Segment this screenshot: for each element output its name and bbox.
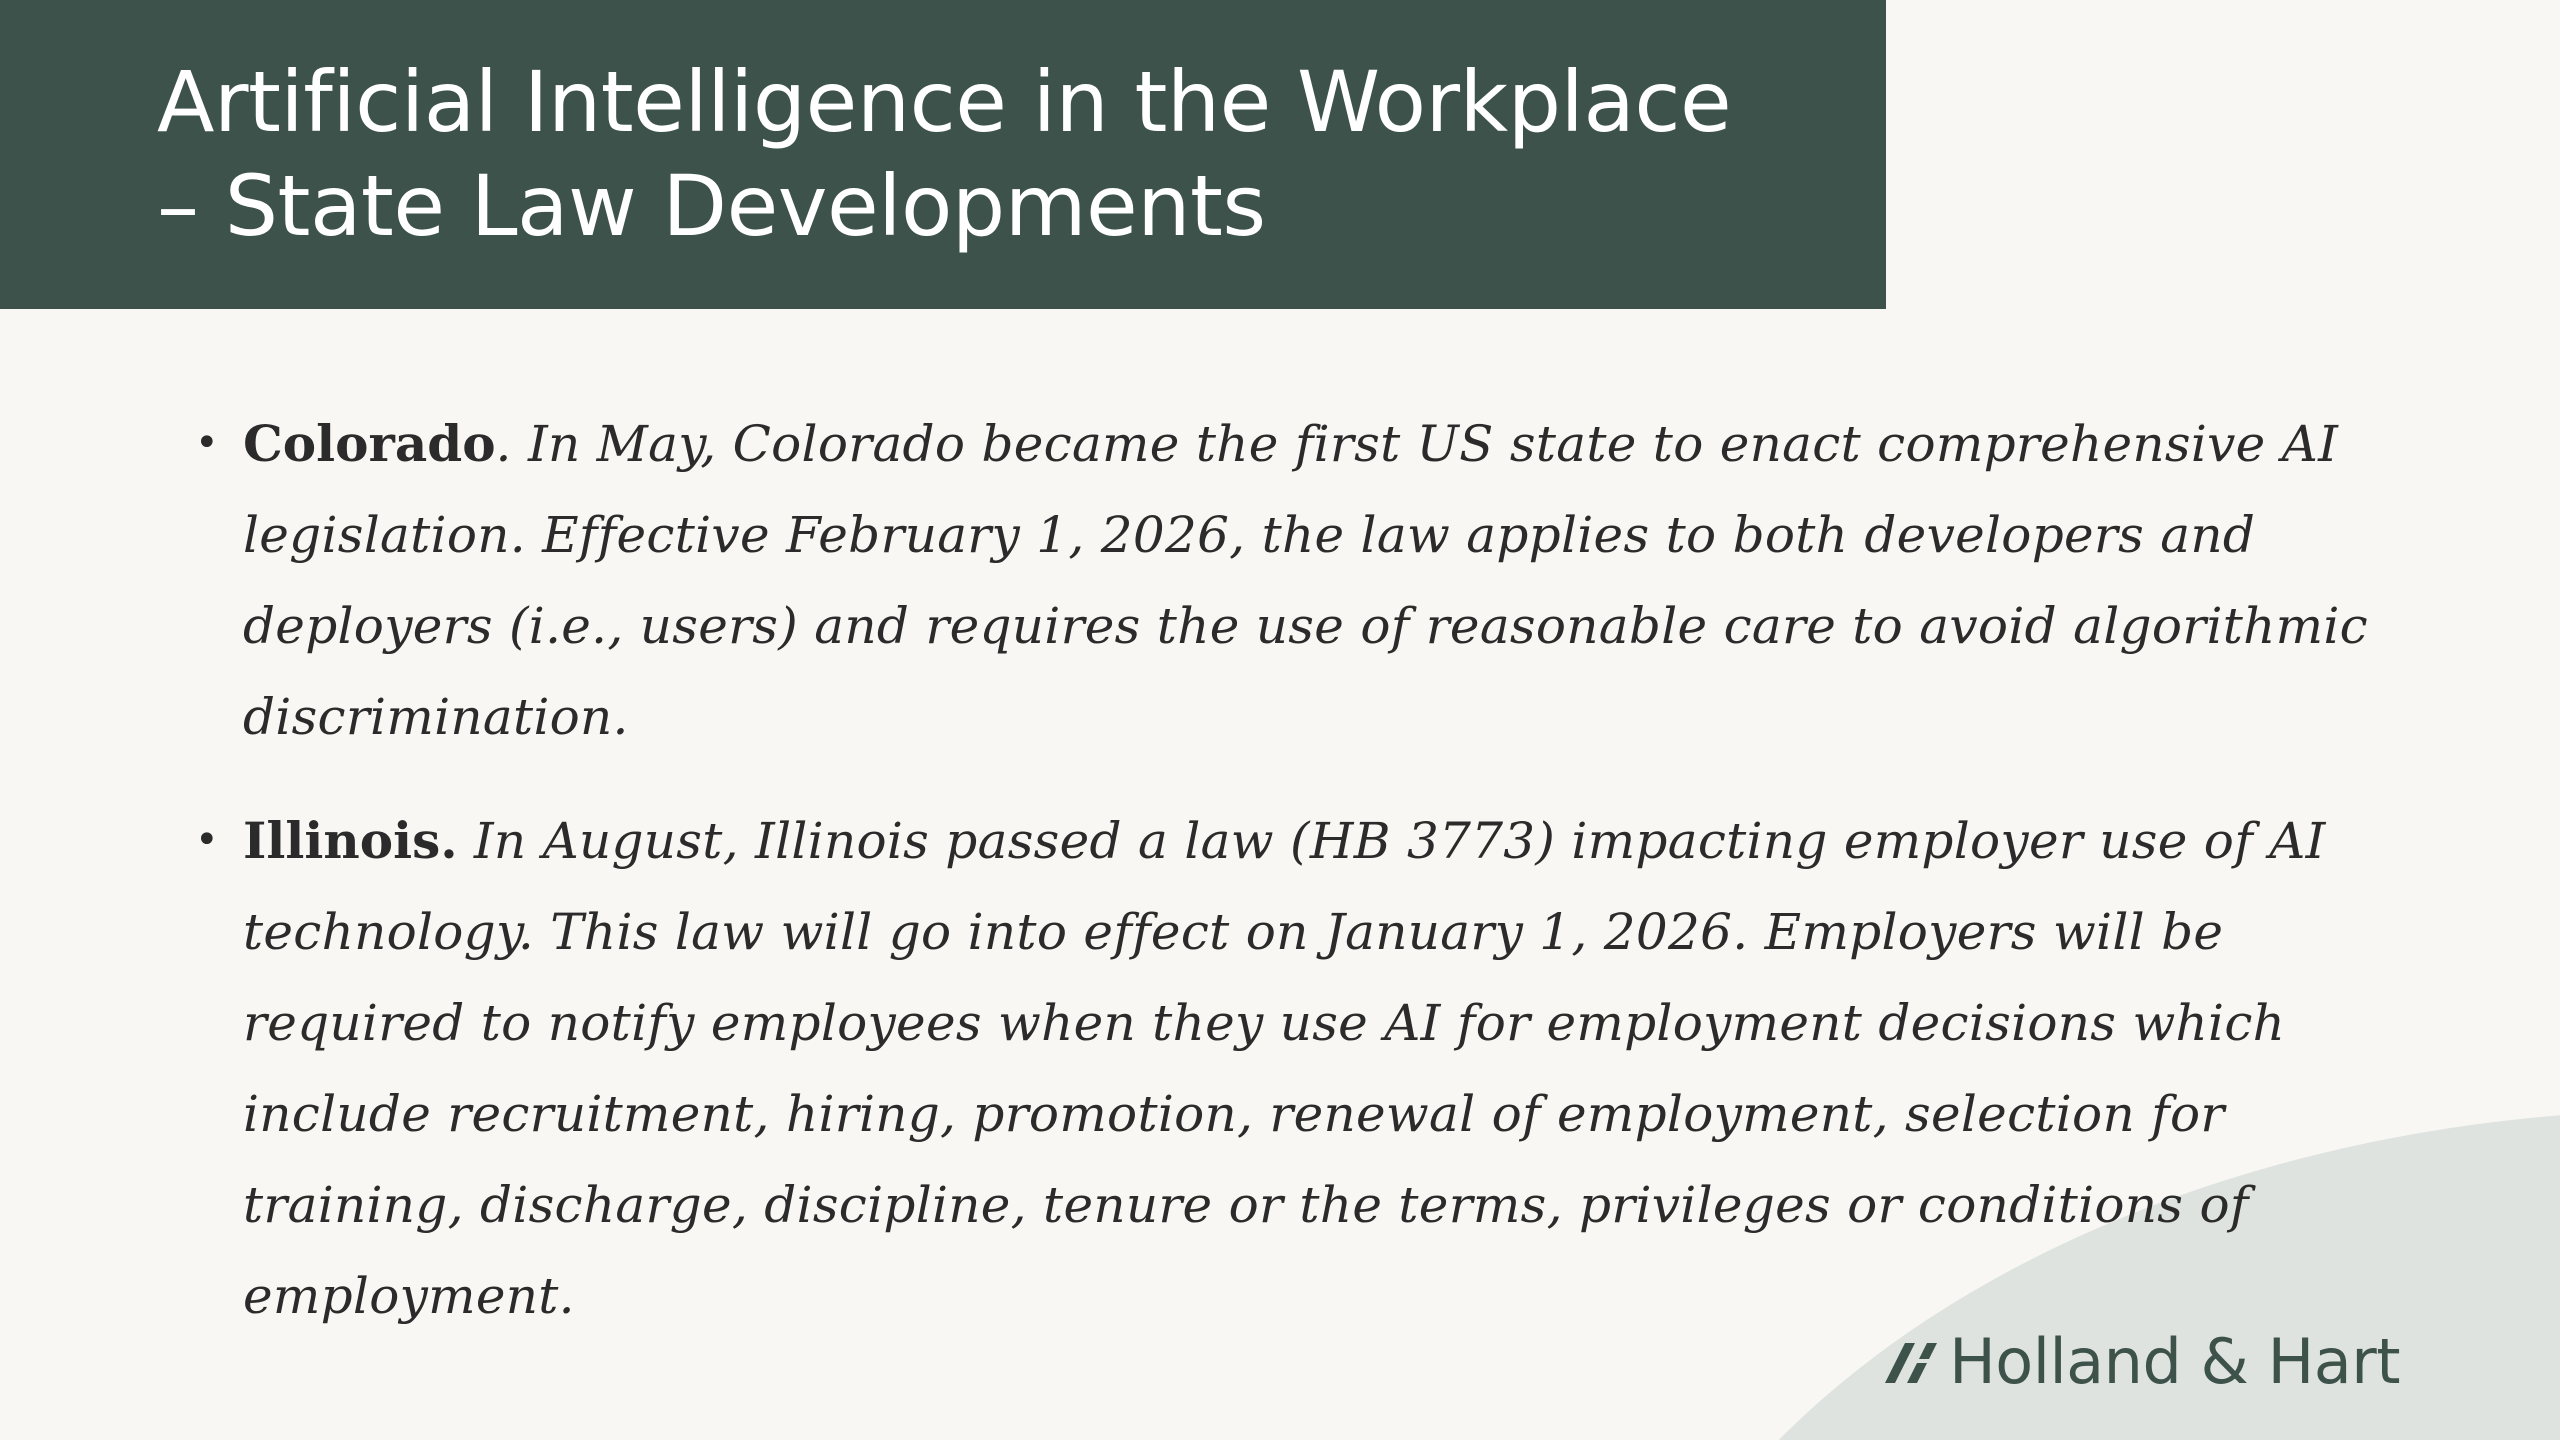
holland-hart-wordmark: Holland & Hart	[1949, 1325, 2400, 1398]
bullet-separator: .	[495, 415, 528, 473]
slide-title-line-2: – State Law Developments	[157, 157, 1266, 255]
title-band	[0, 0, 1886, 309]
bullet-text: In May, Colorado became the first US state to enact comprehensive AI legislation. Effective February 1, 2026, the law applies to both developers and deployers (i.e., users) and requires the use of reasonable care to avoid algorithmic discrimination.	[243, 415, 2368, 746]
bullet-text: In August, Illinois passed a law (HB 3773) impacting employer use of AI technology. This law will go into effect on January 1, 2026. Employers will be required to notify employees when they use AI for employment decisions which include recruitment, hiring, promotion, renewal of employment, selection for training, discharge, discipline, tenure or the terms, privileges or conditions of employment.	[243, 812, 2326, 1325]
bullet-dot: •	[195, 420, 219, 466]
bullet-item-colorado	[195, 398, 2435, 763]
bullet-item-illinois	[195, 795, 2435, 1342]
bullet-list	[195, 398, 2435, 1374]
bullet-dot: •	[195, 817, 219, 863]
holland-hart-logo	[1883, 1325, 2400, 1398]
slide-title-line-1: Artificial Intelligence in the Workplace	[157, 53, 1732, 151]
slide-title	[157, 50, 1857, 258]
holland-hart-mark-icon	[1883, 1339, 1939, 1385]
bullet-separator	[458, 812, 474, 870]
bullet-heading: Illinois.	[243, 811, 458, 870]
bullet-heading: Colorado	[243, 414, 496, 473]
